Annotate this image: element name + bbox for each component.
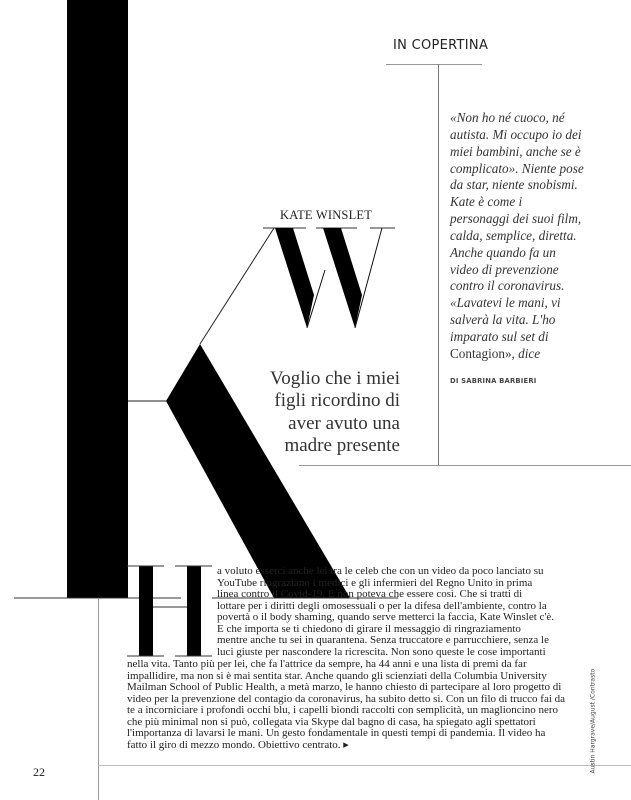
body-line: luci giuste per nascondere la ricrescita. Non sono queste le cose importanti	[217, 645, 546, 658]
body-line: povertà o il body shaming, quando serve metterci la faccia, Kate Winslet c'è.	[217, 611, 555, 623]
margin-rule	[98, 598, 99, 800]
intro-line: Kate è come i	[450, 194, 523, 209]
intro-line: video di prevenzione	[450, 262, 559, 277]
section-label: IN COPERTINA	[393, 38, 489, 53]
celebrity-name: KATE WINSLET	[280, 208, 373, 222]
intro-line: «Non ho né cuoco, né	[450, 110, 565, 125]
body-line-text: fatto il giro di mezzo mondo. Obiettivo centrato.	[127, 738, 341, 751]
body-line: che più minimal non si può, collegata via Skype dal bagno di casa, ha spiegato agli spettatori	[127, 715, 536, 728]
body-line: a voluto esserci anche lei tra le celeb che con un video da poco lanciato su	[217, 565, 544, 577]
page-number: 22	[33, 765, 45, 779]
letter-w	[263, 228, 395, 328]
film-title: Contagion»,	[450, 346, 515, 361]
pull-quote-line: figli ricordino di	[274, 390, 400, 411]
letter-k	[14, 0, 398, 598]
intro-line: da star, niente snobismi.	[450, 177, 578, 192]
pull-quote-line: madre presente	[284, 435, 400, 456]
section-underline	[386, 64, 482, 65]
body-line: YouTube ringraziano i medici e gli infermieri del Regno Unito in prima	[217, 576, 533, 589]
body-line: E che importa se ti chiedono di girare il messaggio di ringraziamento	[217, 622, 521, 635]
body-line: mentre anche tu sei in quarantena. Senza truccatore e parrucchiere, senza le	[217, 634, 549, 646]
body-line: nella vita. Tanto più per lei, che fa l'attrice da sempre, ha 44 anni e una lista di premi da far	[127, 658, 527, 670]
intro-tail: dice	[514, 346, 541, 361]
body-line: video per la prevenzione del contagio da coronavirus, ha subito detto sì. Con un filo di trucco fai da	[127, 692, 566, 705]
intro-line: complicato». Niente pose	[450, 161, 584, 176]
body-line-last	[127, 739, 349, 751]
intro-line: contro il coronavirus.	[450, 278, 565, 293]
intro-line: personaggi dei suoi film,	[450, 211, 582, 226]
author-byline: DI SABRINA BARBIERI	[450, 377, 537, 385]
intro-line: miei bambini, anche se è	[450, 144, 581, 159]
end-of-article-icon: ▸	[343, 738, 349, 751]
column-divider	[438, 64, 439, 466]
body-line: linea contro il Covid-19. E non poteva che essere così. Che si tratti di	[217, 588, 523, 600]
body-line: l'importanza di lavarsi le mani. Un gesto fondamentale in questi tempi di pandemia. Il video ha	[127, 727, 546, 739]
body-line: Mailman School of Public Health, a metà marzo, le hanno chiesto di partecipare al loro progetto di	[127, 681, 562, 693]
pull-quote-line: aver avuto una	[288, 413, 400, 434]
pull-quote-rule	[299, 465, 631, 466]
intro-line: imparato sul set di	[450, 329, 549, 344]
body-line: impallidire, ma non si è mai sentita star. Anche quando gli scienziati della Columbia University	[127, 669, 547, 682]
body-line: lottare per i diritti degli omosessuali o per la difesa dell'ambiente, contro la	[217, 599, 547, 612]
intro-line-last	[450, 346, 540, 362]
pull-quote-line: Voglio che i miei	[270, 368, 400, 389]
intro-line: Anche quando fa un	[450, 245, 556, 260]
intro-line: «Lavatevi le mani, vi	[450, 295, 561, 310]
footer-rule	[98, 765, 631, 766]
intro-line: salverà la vita. L'ho	[450, 312, 556, 327]
letter-h-drop-cap	[127, 566, 212, 656]
intro-line: calda, semplice, diretta.	[450, 228, 577, 243]
intro-line: autista. Mi occupo io dei	[450, 127, 582, 142]
body-line: te a incorniciare i profondi occhi blu, i capelli biondi raccolti con semplicità, un maglioncino nero	[127, 704, 558, 716]
photo-credit: Austin Hargrave/August /Contrasto	[589, 668, 597, 774]
